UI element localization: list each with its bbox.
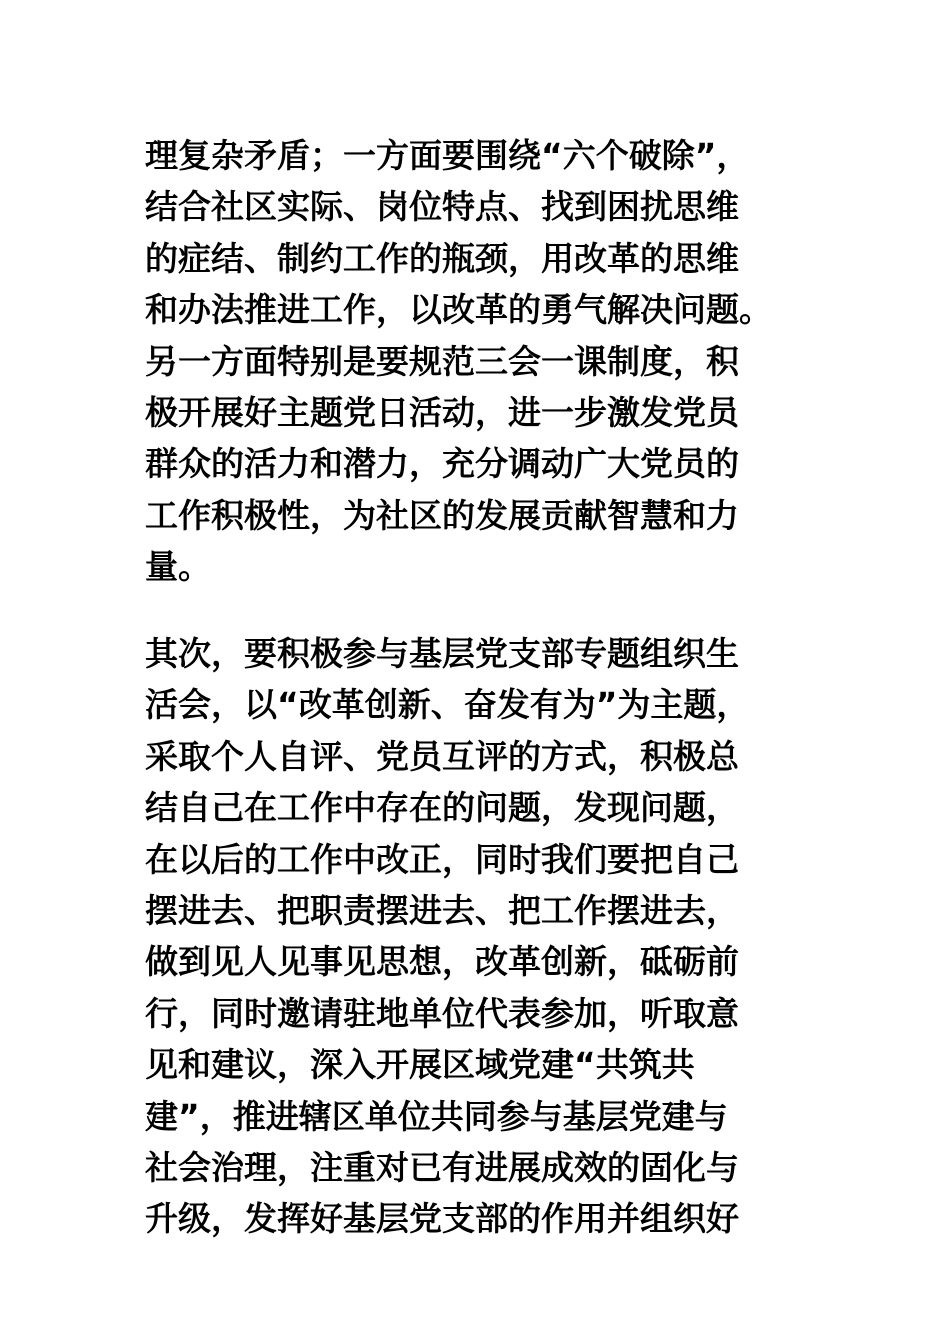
text-line: 其次，要积极参与基层党支部专题组织生 (145, 634, 739, 673)
text-line: 升级，发挥好基层党支部的作用并组织好 (145, 1199, 739, 1239)
text-line: 群众的活力和潜力，充分调动广大党员的 (145, 444, 739, 484)
text-line: 行，同时邀请驻地单位代表参加，听取意 (145, 993, 739, 1033)
text-line: 理复杂矛盾；一方面要围绕“六个破除”， (145, 136, 750, 175)
text-line: 建”，推进辖区单位共同参与基层党建与 (145, 1096, 728, 1136)
text-line: 极开展好主题党日活动，进一步激发党员 (145, 392, 739, 432)
text-line: 另一方面特别是要规范三会一课制度，积 (145, 341, 739, 381)
paragraph-2 (145, 628, 805, 1245)
text-line: 在以后的工作中改正，同时我们要把自己 (145, 839, 739, 879)
text-line: 结合社区实际、岗位特点、找到困扰思维 (145, 187, 739, 227)
text-line: 社会治理，注重对已有进展成效的固化与 (145, 1147, 739, 1187)
text-line: 工作积极性，为社区的发展贡献智慧和力 (145, 495, 739, 535)
paragraph-1 (145, 130, 805, 593)
text-line: 做到见人见事见思想，改革创新，砥砺前 (145, 942, 739, 982)
text-line: 和办法推进工作，以改革的勇气解决问题。 (145, 290, 772, 330)
text-line: 的症结、制约工作的瓶颈，用改革的思维 (145, 238, 739, 278)
text-line: 结自己在工作中存在的问题，发现问题， (145, 788, 739, 828)
text-line: 见和建议，深入开展区域党建“共筑共 (145, 1045, 695, 1085)
text-line: 摆进去、把职责摆进去、把工作摆进去， (145, 890, 739, 930)
text-line: 采取个人自评、党员互评的方式，积极总 (145, 736, 739, 776)
text-line: 活会，以“改革创新、奋发有为”为主题， (145, 685, 750, 725)
text-line: 量。 (145, 547, 211, 587)
